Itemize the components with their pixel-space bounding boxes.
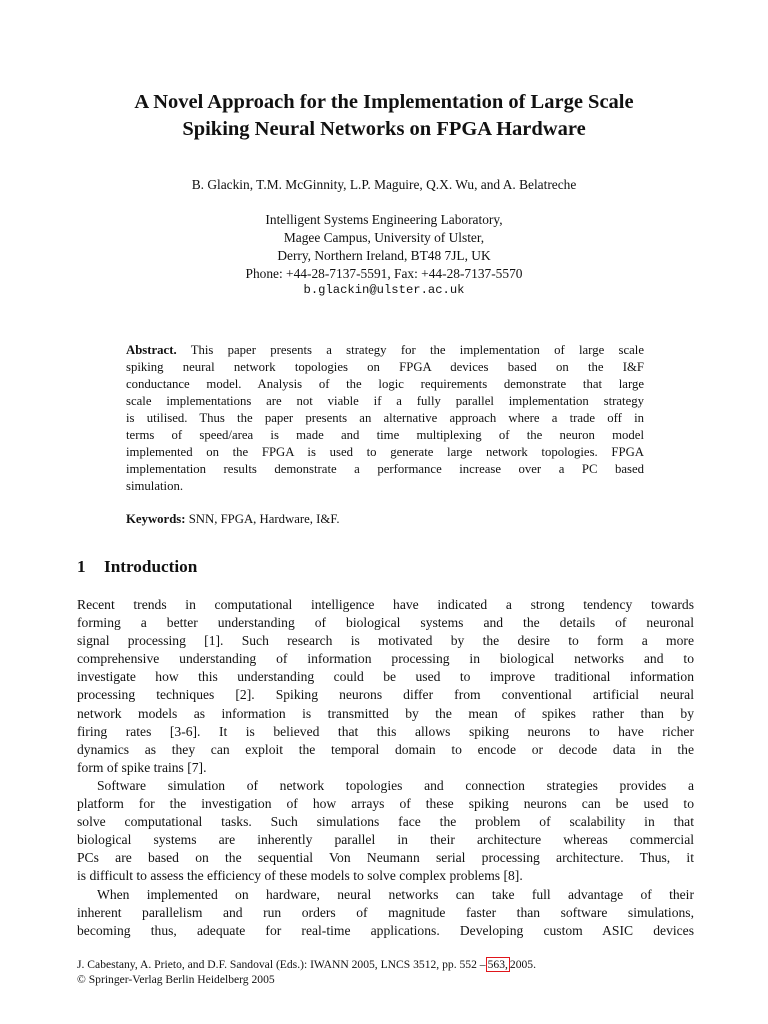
abstract-line: spiking neural network topologies on FPGA devices based on the I&F (126, 360, 644, 374)
affiliation (40, 211, 728, 298)
abstract-line: conductance model. Analysis of the logic requirements demonstrate that large (126, 377, 644, 391)
body-line: Software simulation of network topologies and connection strategies provides a (97, 777, 694, 793)
abstract-line: is utilised. Thus the paper presents an alternative approach where a trade off in (126, 411, 644, 425)
body-line: dynamics as they can exploit the temporal domain to encode or decode data in the (77, 741, 694, 757)
abstract-line (126, 342, 644, 359)
body-line: is difficult to assess the efficiency of these models to solve complex problems [8]. (77, 868, 523, 884)
body-text (77, 596, 694, 940)
section-title: Introduction (104, 557, 198, 576)
section-number: 1 (77, 557, 86, 576)
body-line: Recent trends in computational intelligence have indicated a strong tendency towards (77, 597, 694, 612)
body-line: platform for the investigation of how arrays of these spiking neurons can be used to (77, 796, 694, 812)
body-line: biological systems are inherently parallel in their architecture whereas commercial (77, 832, 694, 848)
body-line: network models as information is transmitted by the mean of spikes rather than by (77, 705, 694, 721)
body-line: solve computational tasks. Such simulations face the problem of scalability in that (77, 814, 694, 830)
abstract-label: Abstract. (126, 343, 177, 357)
citation-prefix: J. Cabestany, A. Prieto, and D.F. Sandoval (Eds.): IWANN 2005, LNCS 3512, pp. 552 – (77, 958, 486, 971)
section-heading (77, 556, 197, 578)
abstract (126, 342, 644, 495)
body-line: When implemented on hardware, neural networks can take full advantage of their (97, 886, 694, 902)
affiliation-line: Intelligent Systems Engineering Laboratory, (265, 212, 503, 227)
body-line: investigate how this understanding could be used to improve traditional information (77, 669, 694, 685)
body-line: forming a better understanding of biological systems and the details of neuronal (77, 615, 694, 631)
body-line: inherent parallelism and run orders of magnitude faster than software simulations, (77, 904, 694, 920)
author-list: B. Glackin, T.M. McGinnity, L.P. Maguire, Q.X. Wu, and A. Belatreche (191, 177, 577, 192)
keywords-label: Keywords: (126, 512, 186, 526)
body-line: PCs are based on the sequential Von Neumann serial processing architecture. Thus, it (77, 850, 694, 866)
body-line: signal processing [1]. Such research is motivated by the desire to form a more (77, 633, 694, 649)
abstract-text: This paper presents a strategy for the implementation of large scale (190, 343, 644, 357)
citation-line (77, 957, 536, 972)
highlighted-end-page: 563, (487, 958, 508, 971)
paper-title (40, 89, 728, 143)
contact-email: b.glackin@ulster.ac.uk (303, 283, 465, 297)
abstract-line: implemented on the FPGA is used to generate large network topologies. FPGA (126, 445, 644, 459)
abstract-line: terms of speed/area is made and time multiplexing of the neuron model (126, 428, 644, 442)
citation-suffix: 2005. (509, 958, 536, 971)
abstract-line: scale implementations are not viable if a fully parallel implementation strategy (126, 394, 644, 408)
body-line: firing rates [3-6]. It is believed that this allows spiking neurons to have richer (77, 723, 694, 739)
body-line: processing techniques [2]. Spiking neurons differ from conventional artificial neural (77, 687, 694, 703)
abstract-line: implementation results demonstrate a performance increase over a PC based (126, 462, 644, 476)
contact-phone: Phone: +44-28-7137-5591, Fax: +44-28-7137-5570 (245, 266, 523, 281)
title-line: Spiking Neural Networks on FPGA Hardware (182, 118, 586, 140)
abstract-line: simulation. (126, 479, 184, 493)
body-line: becoming thus, adequate for real-time applications. Developing custom ASIC devices (77, 922, 694, 938)
keywords (126, 511, 644, 528)
body-line: form of spike trains [7]. (77, 759, 207, 775)
page-footer (77, 957, 536, 987)
copyright-line: © Springer-Verlag Berlin Heidelberg 2005 (77, 973, 275, 986)
title-line: A Novel Approach for the Implementation of Large Scale (134, 91, 634, 113)
body-line: comprehensive understanding of information processing in biological networks and to (77, 651, 694, 667)
keywords-text: SNN, FPGA, Hardware, I&F. (188, 512, 340, 526)
affiliation-line: Derry, Northern Ireland, BT48 7JL, UK (277, 248, 491, 263)
affiliation-line: Magee Campus, University of Ulster, (283, 230, 485, 245)
